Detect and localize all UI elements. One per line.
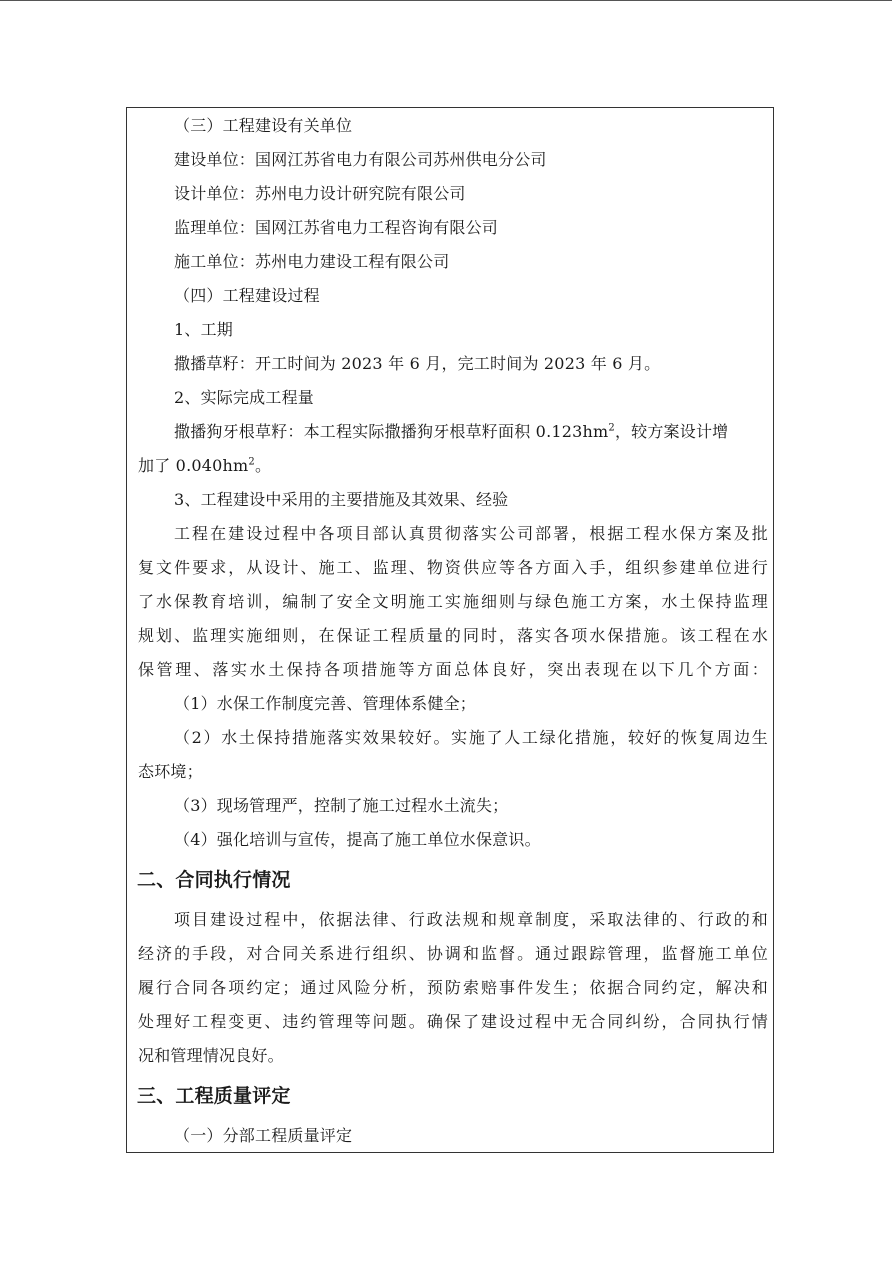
measures-para-line-text: 复文件要求，从设计、施工、监理、物资供应等各方面入手，组织参建单位进行 — [138, 558, 768, 577]
measures-para-line — [0, 660, 892, 680]
measures-para-line-text: 了水保教育培训，编制了安全文明施工实施细则与绿色施工方案，水土保持监理 — [138, 592, 768, 611]
duration-title: 1、工期 — [174, 320, 233, 339]
measures-para-line-text: 工程在建设过程中各项目部认真贯彻落实公司部署，根据工程水保方案及批 — [174, 524, 768, 543]
contract-para-line: 况和管理情况良好。 — [138, 1046, 284, 1065]
quantity-unit-sup-1: 2 — [608, 422, 615, 434]
measures-para-line — [0, 626, 892, 646]
quantity-line-2 — [0, 456, 892, 476]
quality-sub-heading: （一）分部工程质量评定 — [174, 1126, 353, 1145]
supervisor-unit: 监理单位：国网江苏省电力工程咨询有限公司 — [174, 218, 499, 237]
point-3: （3）现场管理严，控制了施工过程水土流失； — [174, 796, 509, 815]
contract-para-line-text: 履行合同各项约定；通过风险分析，预防索赔事件发生；依据合同约定，解决和 — [138, 978, 768, 997]
process-heading: （四）工程建设过程 — [174, 286, 320, 305]
point-2-line-1-text: （2）水土保持措施落实效果较好。实施了人工绿化措施，较好的恢复周边生 — [174, 728, 768, 747]
measures-para-line-text: 保管理、落实水土保持各项措施等方面总体良好，突出表现在以下几个方面： — [138, 660, 768, 679]
contract-para-line-text: 项目建设过程中，依据法律、行政法规和规章制度，采取法律的、行政的和 — [174, 910, 768, 929]
designer-unit: 设计单位：苏州电力设计研究院有限公司 — [174, 184, 466, 203]
contract-para-line — [0, 944, 892, 964]
point-2-line-2: 态环境； — [138, 762, 203, 781]
builder-unit: 施工单位：苏州电力建设工程有限公司 — [174, 252, 450, 271]
point-1: （1）水保工作制度完善、管理体系健全； — [174, 694, 476, 713]
units-heading: （三）工程建设有关单位 — [174, 116, 353, 135]
duration-text: 撒播草籽：开工时间为 2023 年 6 月，完工时间为 2023 年 6 月。 — [174, 354, 661, 373]
quantity-title: 2、实际完成工程量 — [174, 388, 314, 407]
quantity-line-1 — [0, 422, 892, 442]
quantity-line-1-text: 撒播狗牙根草籽：本工程实际撒播狗牙根草籽面积 0.123hm — [174, 422, 609, 441]
measures-para-line — [0, 524, 892, 544]
contract-para-line — [0, 1012, 892, 1032]
quantity-line-2-text: 加了 0.040hm — [138, 456, 249, 475]
contract-para-line-text: 经济的手段，对合同关系进行组织、协调和监督。通过跟踪管理，监督施工单位 — [138, 944, 768, 963]
point-4: （4）强化培训与宣传，提高了施工单位水保意识。 — [174, 830, 541, 849]
quantity-line-2-tail: 。 — [254, 456, 272, 475]
quality-heading: 三、工程质量评定 — [137, 1085, 291, 1107]
quantity-line-1-tail: ，较方案设计增 — [614, 422, 729, 441]
contract-para-line — [0, 978, 892, 998]
owner-unit: 建设单位：国网江苏省电力有限公司苏州供电分公司 — [174, 150, 547, 169]
page-top-rule — [0, 0, 892, 1]
measures-para-line — [0, 592, 892, 612]
measures-title: 3、工程建设中采用的主要措施及其效果、经验 — [174, 490, 509, 509]
contract-para-line-text: 处理好工程变更、违约管理等问题。确保了建设过程中无合同纠纷，合同执行情 — [138, 1012, 768, 1031]
measures-para-line — [0, 558, 892, 578]
point-2-line-1 — [0, 728, 892, 748]
contract-heading: 二、合同执行情况 — [137, 869, 291, 891]
measures-para-line-text: 规划、监理实施细则，在保证工程质量的同时，落实各项水保措施。该工程在水 — [138, 626, 768, 645]
quantity-unit-sup-2: 2 — [248, 456, 255, 468]
contract-para-line — [0, 910, 892, 930]
